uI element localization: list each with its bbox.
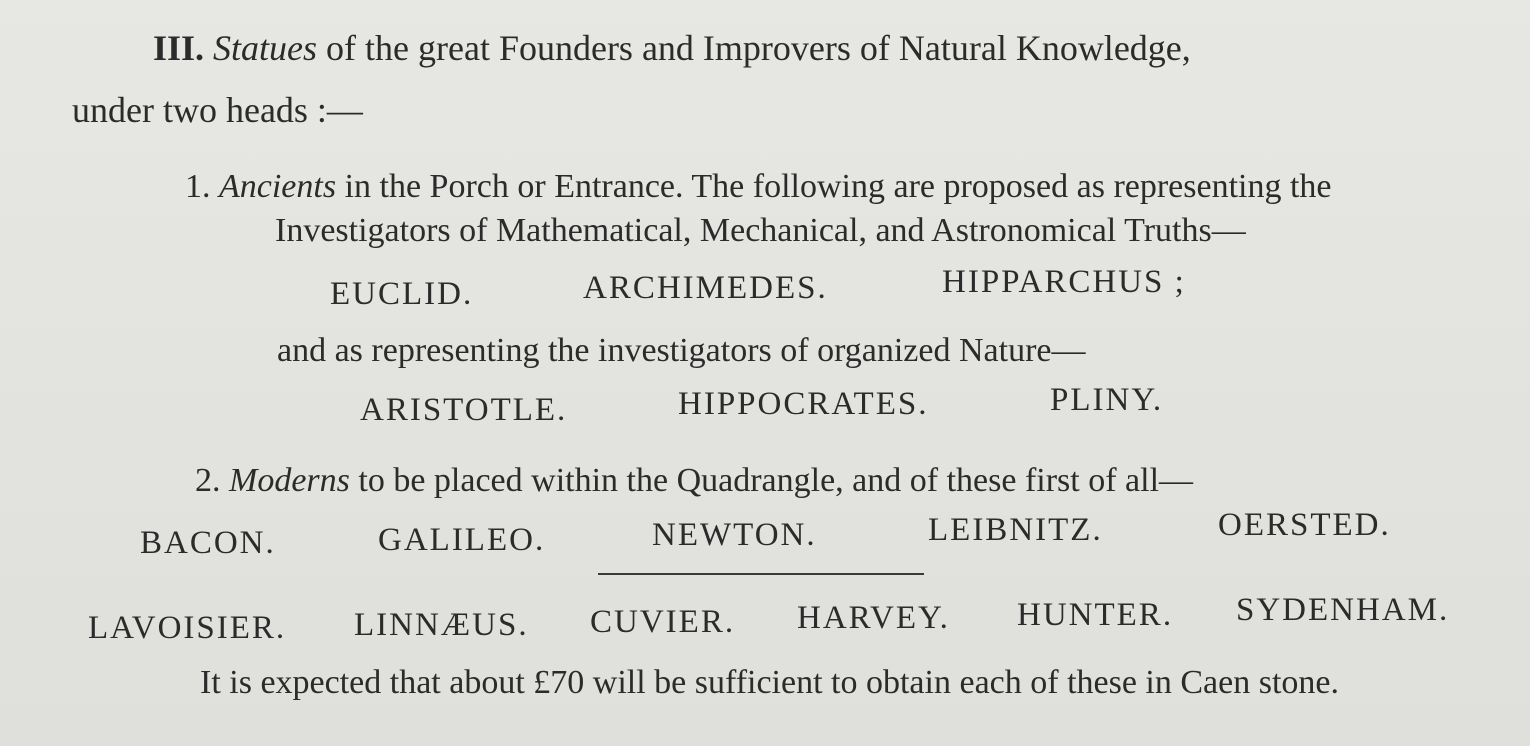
ancient-name-hippocrates: HIPPOCRATES. xyxy=(678,386,929,422)
cost-note: It is expected that about £70 will be sufficient to obtain each of these in Caen stone. xyxy=(200,664,1339,701)
moderns-intro xyxy=(195,464,1193,498)
modern-name-cuvier: CUVIER. xyxy=(590,604,736,640)
modern-name-lavoisier: LAVOISIER. xyxy=(88,610,287,646)
moderns-label: Moderns xyxy=(229,462,350,499)
section-title-italic: Statues xyxy=(213,28,318,68)
ancient-name-pliny: PLINY. xyxy=(1050,382,1164,418)
moderns-number: 2. xyxy=(195,462,221,499)
ancients-intro-line2: Investigators of Mathematical, Mechanical, and Astronomical Truths— xyxy=(275,212,1246,249)
separator-rule xyxy=(598,573,924,575)
modern-name-harvey: HARVEY. xyxy=(797,600,950,636)
ancient-name-euclid: EUCLID. xyxy=(330,276,474,312)
ancient-name-aristotle: ARISTOTLE. xyxy=(360,392,568,428)
section-number: III. xyxy=(153,28,205,68)
ancients-number: 1. xyxy=(185,168,211,205)
modern-name-sydenham: SYDENHAM. xyxy=(1236,592,1450,628)
moderns-intro-rest: to be placed within the Quadrangle, and of these first of all— xyxy=(349,462,1194,499)
section-heading-line1 xyxy=(153,30,1191,66)
section-heading-line2: under two heads :— xyxy=(72,90,363,130)
ancient-name-archimedes: ARCHIMEDES. xyxy=(583,270,828,306)
modern-name-galileo: GALILEO. xyxy=(378,522,546,558)
modern-name-bacon: BACON. xyxy=(140,525,276,561)
modern-name-leibnitz: LEIBNITZ. xyxy=(928,512,1103,548)
modern-name-linnaeus: LINNÆUS. xyxy=(354,607,529,643)
section-title-rest: of the great Founders and Improvers of Natural Knowledge, xyxy=(317,28,1191,68)
ancient-name-hipparchus: HIPPARCHUS ; xyxy=(942,264,1186,300)
modern-name-newton: NEWTON. xyxy=(652,517,817,553)
ancients-nature-intro: and as representing the investigators of organized Nature— xyxy=(277,332,1086,369)
ancients-intro-rest: in the Porch or Entrance. The following are proposed as representing the xyxy=(336,168,1332,205)
ancients-label: Ancients xyxy=(219,168,337,205)
modern-name-hunter: HUNTER. xyxy=(1017,597,1174,633)
ancients-intro-line1 xyxy=(185,170,1332,204)
modern-name-oersted: OERSTED. xyxy=(1218,507,1391,543)
